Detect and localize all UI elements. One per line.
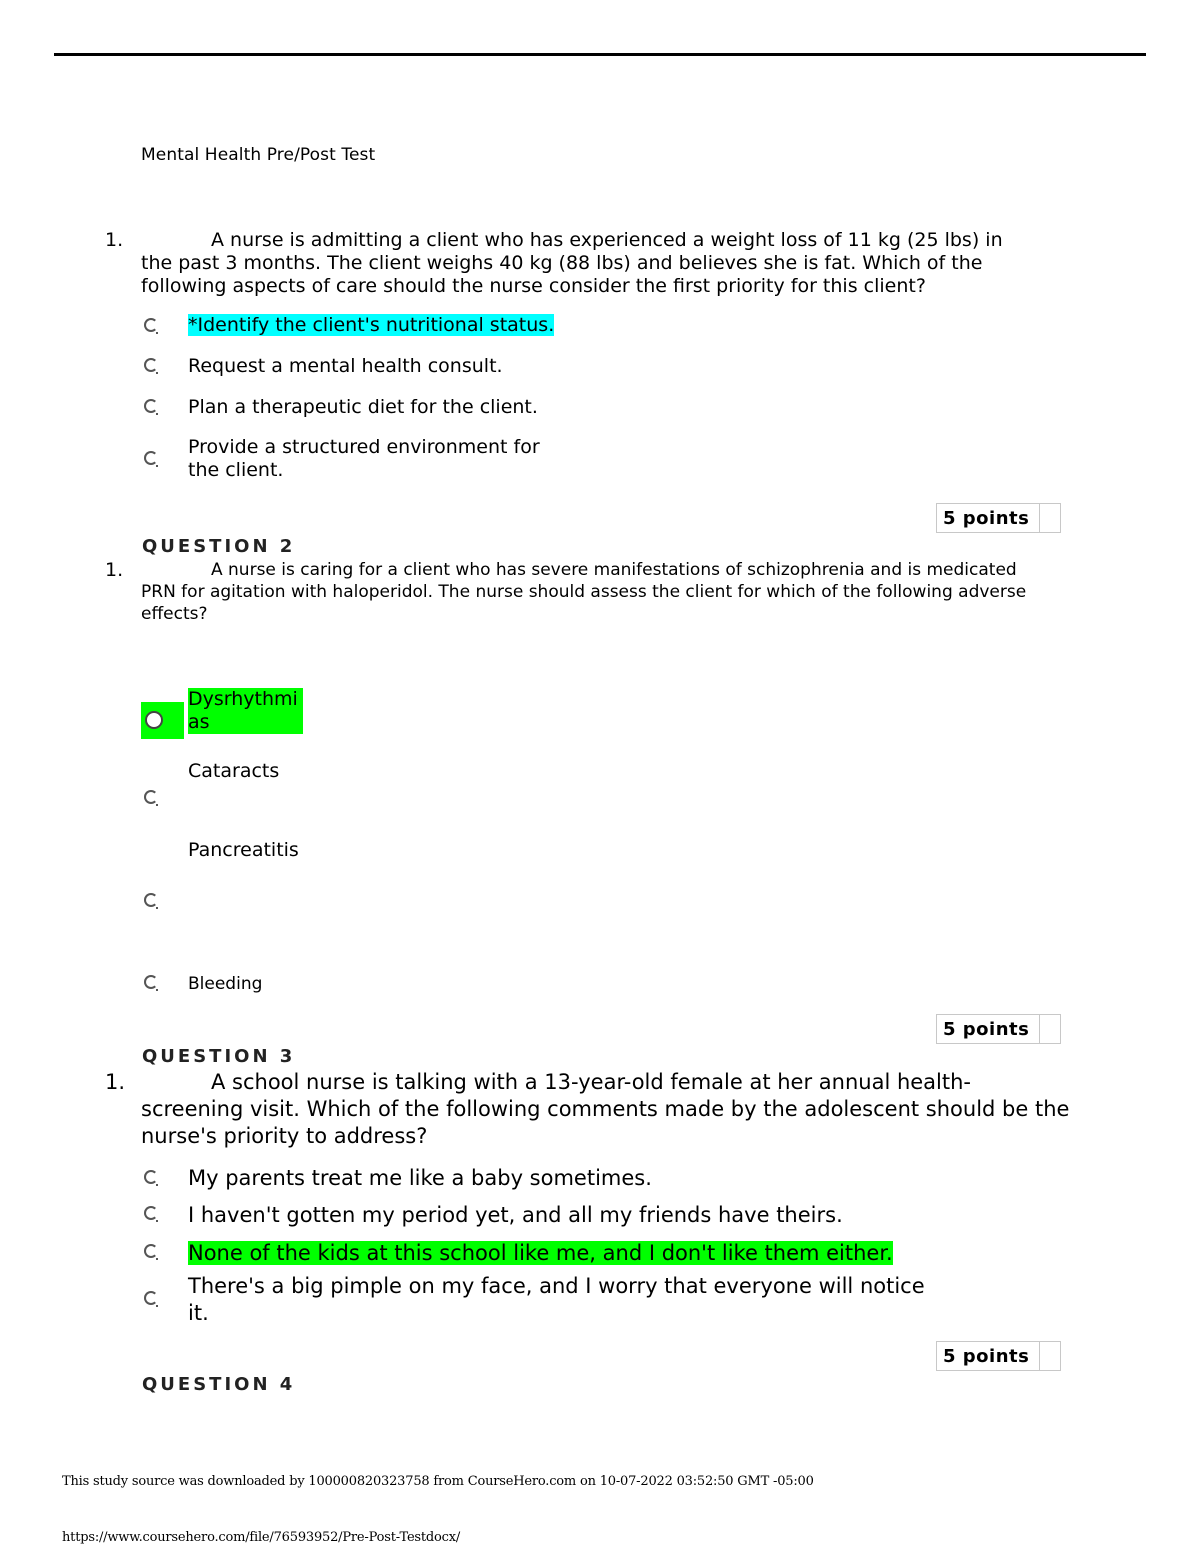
radio-q2-opt2[interactable] (144, 790, 158, 804)
question-1-text-line3: following aspects of care should the nurse consider the first priority for this client? (141, 275, 926, 297)
points-box-q2 (936, 1014, 1061, 1044)
option-q3-4: There's a big pimple on my face, and I worry that everyone will notice it. (188, 1274, 925, 1325)
radio-q1-opt1[interactable] (144, 318, 158, 332)
question-1-text (141, 229, 1061, 298)
question-2-text: A nurse is caring for a client who has severe manifestations of schizophrenia and is medicated PRN for agitation with haloperidol. The nurse should assess the client for which of the following adverse effects? (141, 560, 1027, 624)
footer-url[interactable]: https://www.coursehero.com/file/76593952/Pre-Post-Testdocx/ (62, 1530, 461, 1545)
option-q2-2: Cataracts (188, 760, 280, 782)
points-input[interactable] (1040, 1342, 1060, 1370)
question-4-header: QUESTION 4 (142, 1374, 296, 1395)
points-label: 5 points (937, 1015, 1040, 1043)
points-box-q3 (936, 1341, 1061, 1371)
points-label: 5 points (937, 1342, 1040, 1370)
option-q2-3: Pancreatitis (188, 839, 299, 861)
option-q2-1: Dysrhythmi as (188, 688, 303, 734)
radio-q3-opt3[interactable] (144, 1244, 158, 1258)
question-3-text: A school nurse is talking with a 13-year-old female at her annual health- screening visit. Which of the following comments made by the adolescent should be the nurse's priority to address? (141, 1070, 1070, 1148)
points-label: 5 points (937, 504, 1040, 532)
radio-q1-opt3[interactable] (144, 399, 158, 413)
option-q1-4: Provide a structured environment for the client. (188, 436, 540, 481)
document-title: Mental Health Pre/Post Test (141, 145, 376, 165)
radio-q3-opt1[interactable] (144, 1170, 158, 1184)
question-2-number: 1. (105, 559, 124, 581)
points-input[interactable] (1040, 504, 1060, 532)
question-1-text-line2: the past 3 months. The client weighs 40 kg (88 lbs) and believes she is fat. Which of the (141, 252, 983, 274)
radio-q1-opt4[interactable] (144, 451, 158, 465)
radio-q3-opt2[interactable] (144, 1206, 158, 1220)
option-q1-2: Request a mental health consult. (188, 355, 503, 377)
option-q1-3: Plan a therapeutic diet for the client. (188, 396, 538, 418)
question-1-number: 1. (105, 229, 124, 251)
radio-q3-opt4[interactable] (144, 1291, 158, 1305)
option-q3-2: I haven't gotten my period yet, and all my friends have theirs. (188, 1203, 843, 1227)
radio-q2-opt1-selected[interactable] (145, 711, 163, 729)
question-1-text-line1: A nurse is admitting a client who has experienced a weight loss of 11 kg (25 lbs) in (211, 229, 1003, 251)
points-input[interactable] (1040, 1015, 1060, 1043)
points-box-q1 (936, 503, 1061, 533)
option-q3-3: None of the kids at this school like me, and I don't like them either. (188, 1241, 893, 1265)
radio-q1-opt2[interactable] (144, 358, 158, 372)
top-rule (54, 53, 1146, 56)
option-q2-4: Bleeding (188, 974, 263, 994)
question-2-header: QUESTION 2 (142, 536, 296, 557)
footer-source-line: This study source was downloaded by 100000820323758 from CourseHero.com on 10-07-2022 03:52:50 GMT -05:00 (62, 1474, 814, 1489)
question-3-header: QUESTION 3 (142, 1046, 296, 1067)
question-3-number: 1. (105, 1070, 126, 1094)
radio-q2-opt3[interactable] (144, 893, 158, 907)
option-q3-1: My parents treat me like a baby sometimes. (188, 1166, 652, 1190)
option-q1-1: *Identify the client's nutritional status. (188, 314, 555, 336)
radio-q2-opt4[interactable] (144, 975, 158, 989)
